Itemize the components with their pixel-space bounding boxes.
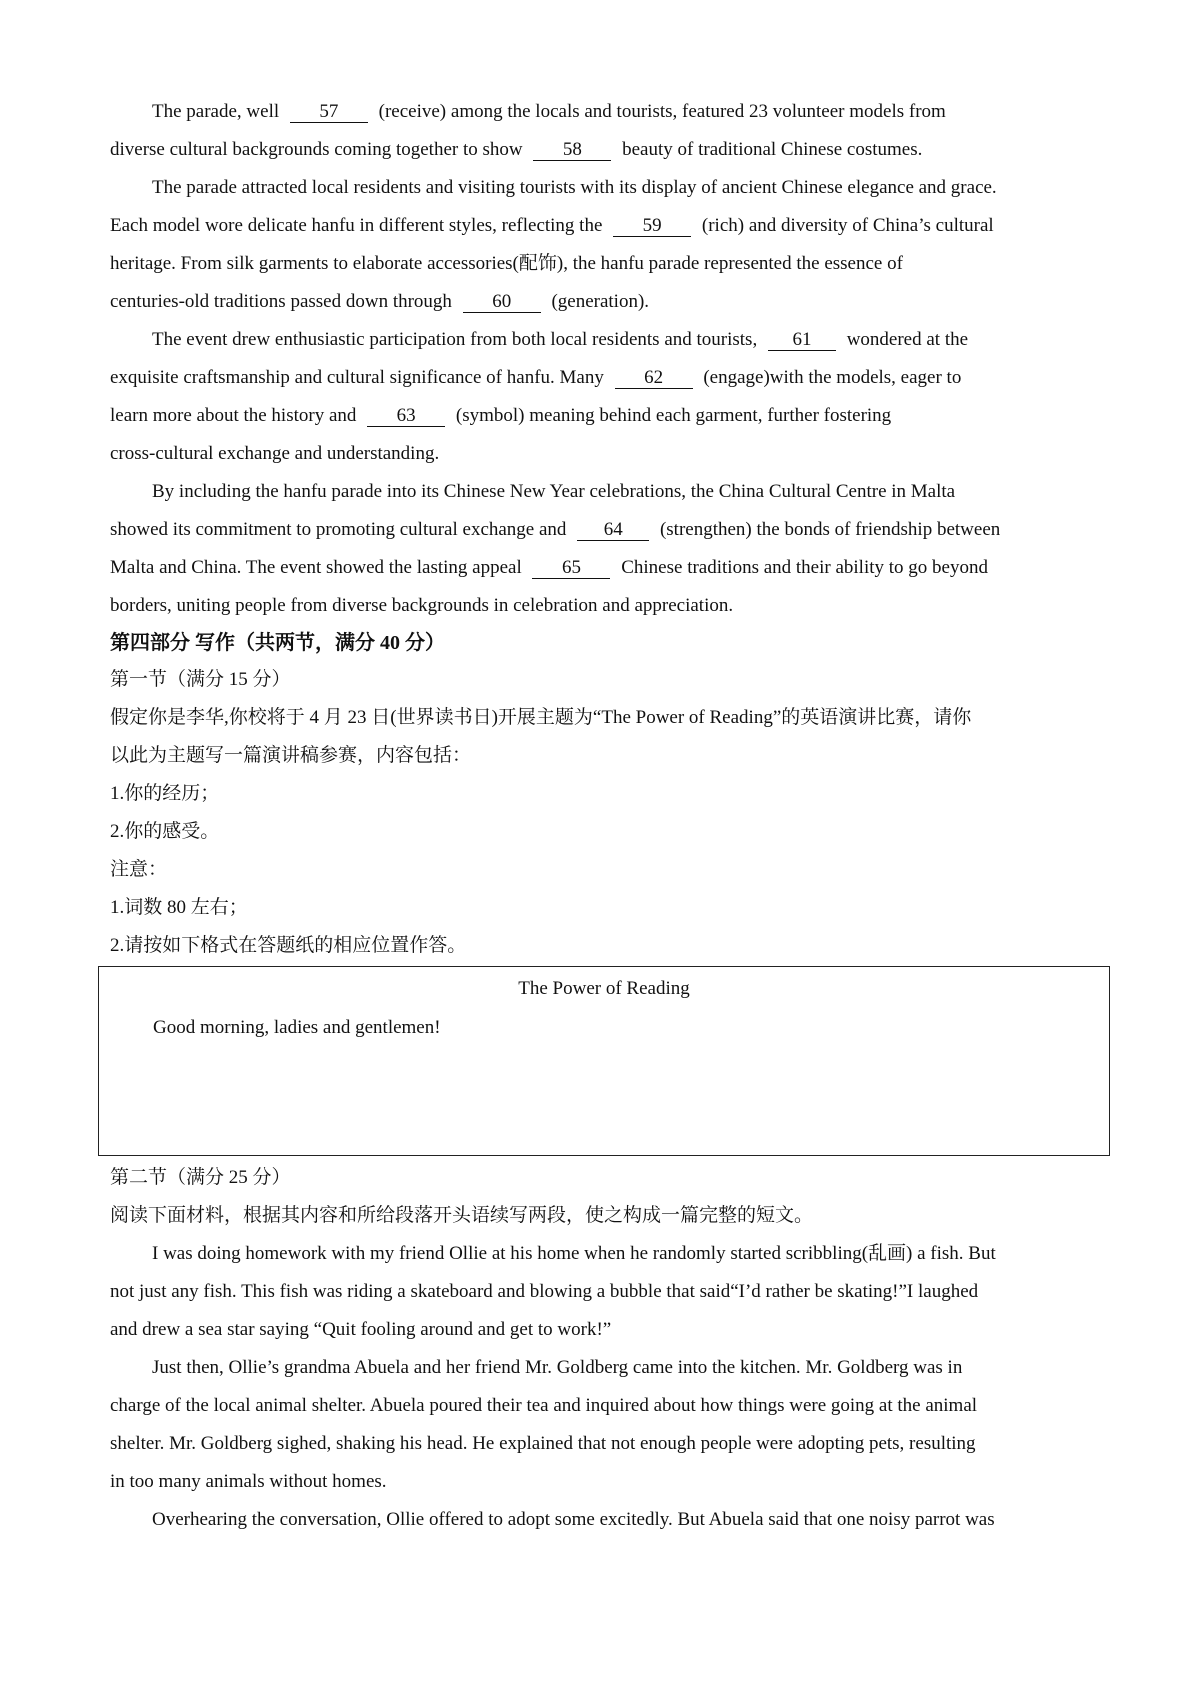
blank-64[interactable]: 64 <box>577 520 649 541</box>
passage-line <box>110 366 1110 390</box>
passage-line <box>152 480 1152 504</box>
text: (strengthen) the bonds of friendship between <box>659 519 1001 540</box>
blank-57[interactable]: 57 <box>290 102 368 123</box>
list-item: 1.词数 80 左右； <box>110 897 248 918</box>
passage-line <box>110 594 1110 618</box>
text: showed its commitment to promoting cultural exchange and <box>110 519 567 540</box>
answer-box[interactable] <box>98 966 1110 1156</box>
story-line: and drew a sea star saying “Quit fooling around and get to work!” <box>110 1319 612 1340</box>
text: Malta and China. The event showed the lasting appeal <box>110 557 522 578</box>
text: (engage)with the models, eager to <box>703 367 962 388</box>
text: (rich) and diversity of China’s cultural <box>701 215 994 236</box>
blank-62[interactable]: 62 <box>615 368 693 389</box>
box-title: The Power of Reading <box>518 978 690 999</box>
story-line: charge of the local animal shelter. Abuela poured their tea and inquired about how things were going at the animal <box>110 1395 978 1416</box>
passage-line <box>152 176 1152 200</box>
part-heading: 第四部分 写作（共两节，满分 40 分） <box>110 632 445 654</box>
text: cross-cultural exchange and understanding. <box>110 443 440 464</box>
text: Chinese traditions and their ability to go beyond <box>621 557 988 578</box>
passage-line <box>110 138 1110 162</box>
passage-line <box>110 214 1110 238</box>
list-item: 2.你的感受。 <box>110 821 220 842</box>
blank-60[interactable]: 60 <box>463 292 541 313</box>
instruction-line: 阅读下面材料，根据其内容和所给段落开头语续写两段，使之构成一篇完整的短文。 <box>110 1205 814 1226</box>
text: The parade attracted local residents and visiting tourists with its display of ancient Chinese elegance and grace. <box>152 177 997 198</box>
text: The parade, well <box>152 101 280 122</box>
passage-line <box>152 100 1152 124</box>
story-line: Just then, Ollie’s grandma Abuela and her friend Mr. Goldberg came into the kitchen. Mr. Goldberg was in <box>152 1357 963 1378</box>
text: beauty of traditional Chinese costumes. <box>622 139 923 160</box>
text: (receive) among the locals and tourists, featured 23 volunteer models from <box>378 101 946 122</box>
passage-line <box>152 328 1152 352</box>
blank-59[interactable]: 59 <box>613 216 691 237</box>
list-item: 2.请按如下格式在答题纸的相应位置作答。 <box>110 935 467 956</box>
blank-61[interactable]: 61 <box>768 330 836 351</box>
story-line: I was doing homework with my friend Ollie at his home when he randomly started scribbling(乱画) a fish. But <box>152 1243 996 1264</box>
story-line: not just any fish. This fish was riding a skateboard and blowing a bubble that said“I’d rather be skating!”I laughed <box>110 1281 979 1302</box>
passage-line <box>110 518 1110 542</box>
list-item: 1.你的经历； <box>110 783 220 804</box>
passage-line <box>110 290 1110 314</box>
passage-line <box>110 404 1110 428</box>
text: (generation). <box>551 291 650 312</box>
text: heritage. From silk garments to elaborate accessories(配饰), the hanfu parade represented the essence of <box>110 253 903 274</box>
passage-line <box>110 556 1110 580</box>
blank-63[interactable]: 63 <box>367 406 445 427</box>
text: borders, uniting people from diverse backgrounds in celebration and appreciation. <box>110 595 734 616</box>
box-greeting: Good morning, ladies and gentlemen! <box>153 1017 441 1038</box>
passage-line <box>110 252 1110 276</box>
text: centuries-old traditions passed down through <box>110 291 452 312</box>
note-label: 注意： <box>110 859 168 880</box>
text: The event drew enthusiastic participation from both local residents and tourists, <box>152 329 758 350</box>
section-heading: 第一节（满分 15 分） <box>110 669 291 690</box>
text: wondered at the <box>846 329 969 350</box>
story-line: shelter. Mr. Goldberg sighed, shaking his head. He explained that not enough people were adopting pets, resulting <box>110 1433 976 1454</box>
prompt-line: 以此为主题写一篇演讲稿参赛，内容包括： <box>110 745 472 766</box>
text: By including the hanfu parade into its Chinese New Year celebrations, the China Cultural Centre in Malta <box>152 481 956 502</box>
story-line: in too many animals without homes. <box>110 1471 387 1492</box>
passage-line <box>110 442 1110 466</box>
prompt-line: 假定你是李华,你校将于 4 月 23 日(世界读书日)开展主题为“The Power of Reading”的英语演讲比赛，请你 <box>110 707 972 728</box>
text: Each model wore delicate hanfu in different styles, reflecting the <box>110 215 603 236</box>
text: diverse cultural backgrounds coming together to show <box>110 139 523 160</box>
blank-58[interactable]: 58 <box>533 140 611 161</box>
story-line: Overhearing the conversation, Ollie offered to adopt some excitedly. But Abuela said that one noisy parrot was <box>152 1509 995 1530</box>
blank-65[interactable]: 65 <box>532 558 610 579</box>
text: exquisite craftsmanship and cultural significance of hanfu. Many <box>110 367 604 388</box>
text: learn more about the history and <box>110 405 357 426</box>
section-heading: 第二节（满分 25 分） <box>110 1167 291 1188</box>
text: (symbol) meaning behind each garment, further fostering <box>455 405 892 426</box>
